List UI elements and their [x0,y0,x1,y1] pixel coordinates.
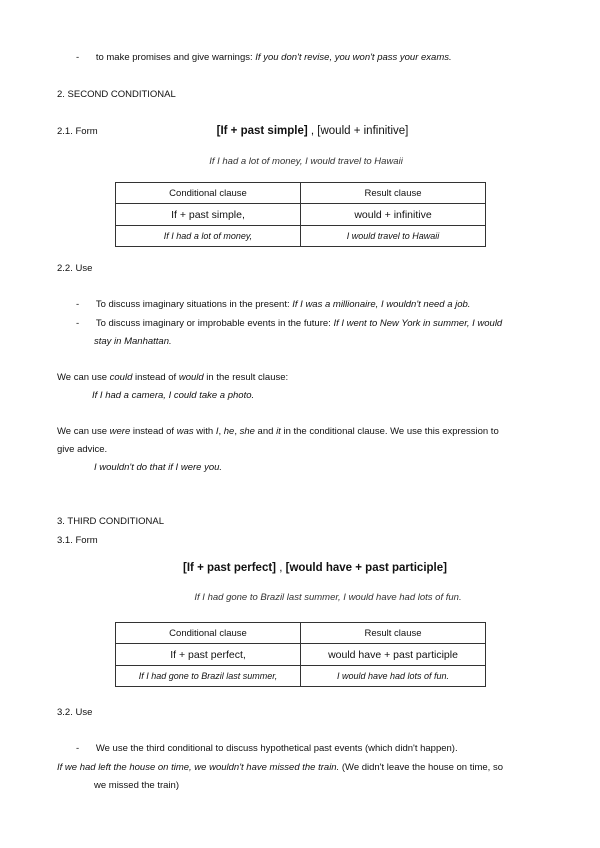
second-form-label: 2.1. Form [57,126,98,137]
table-row [116,226,486,247]
header-conditional-clause: Conditional clause [116,183,301,204]
table-row [116,644,486,666]
were-note [57,426,547,437]
final-note-text: (We didn't leave the house on time, so [339,762,503,773]
third-final-note-line2: we missed the train) [94,780,180,791]
bullet-example: If I was a millionaire, I wouldn't need a job. [292,299,471,310]
could-example: If I had a camera, I could take a photo. [92,390,255,401]
note-word-she: she [239,426,255,437]
note-word-it: it [276,426,281,437]
formula-result-part: [would have + past participle] [285,562,447,574]
formula-separator: , [276,562,286,574]
first-cond-bullet [76,52,576,63]
second-bullet-2-continuation: stay in Manhattan. [94,336,172,347]
note-text: and [254,426,277,437]
second-conditional-heading: 2. SECOND CONDITIONAL [57,89,176,100]
table-header-row [116,183,486,204]
note-word-was: was [176,426,194,437]
note-text: with [193,426,216,437]
note-word-could: could [109,372,133,383]
structure-result: would + infinitive [301,204,486,226]
bullet-dash: - [76,52,80,63]
formula-separator: , [307,125,318,137]
bullet-text: To discuss imaginary or improbable events in the future: [95,318,334,329]
formula-if-part: [If + past simple] [216,125,308,137]
third-final-example [57,762,557,773]
bullet-dash: - [76,299,80,310]
second-formula [0,125,600,137]
note-text: , [234,426,240,437]
third-conditional-table [115,622,486,687]
table-row [116,666,486,687]
third-formula [0,562,600,574]
header-result-clause: Result clause [301,183,486,204]
structure-result: would have + past participle [301,644,486,666]
bullet-example: If you don't revise, you won't pass your exams. [255,52,452,63]
second-use-label: 2.2. Use [57,263,93,274]
bullet-dash: - [76,318,80,329]
note-word-would: would [178,372,204,383]
note-text: instead of [132,372,179,383]
third-conditional-heading: 3. THIRD CONDITIONAL [57,516,164,527]
formula-result-part: [would + infinitive] [317,125,409,137]
note-text: instead of [130,426,177,437]
table-row [116,204,486,226]
example-conditional: If I had gone to Brazil last summer, [116,666,301,687]
structure-conditional: If + past perfect, [116,644,301,666]
bullet-dash: - [76,743,80,754]
final-example-text: If we had left the house on time, we wouldn't have missed the train. [57,762,340,773]
bullet-text: To discuss imaginary situations in the present: [95,299,293,310]
header-result-clause: Result clause [301,623,486,644]
second-conditional-table [115,182,486,247]
could-note [57,372,557,383]
note-text: We can use [57,372,110,383]
third-bullet [76,743,556,754]
example-conditional: If I had a lot of money, [116,226,301,247]
second-example: If I had a lot of money, I would travel to Hawaii [209,156,403,167]
were-note-line2: give advice. [57,444,108,455]
second-bullet-2 [76,318,566,329]
third-use-label: 3.2. Use [57,707,93,718]
note-text: , [218,426,224,437]
note-text: in the result clause: [203,372,289,383]
note-word-he: he [223,426,235,437]
header-conditional-clause: Conditional clause [116,623,301,644]
structure-conditional: If + past simple, [116,204,301,226]
table-header-row [116,623,486,644]
third-form-label: 3.1. Form [57,535,98,546]
formula-if-part: [If + past perfect] [183,562,277,574]
bullet-example: If I went to New York in summer, I would [333,318,503,329]
example-result: I would have had lots of fun. [301,666,486,687]
second-bullet-1 [76,299,556,310]
were-example: I wouldn't do that if I were you. [94,462,223,473]
third-example: If I had gone to Brazil last summer, I would have had lots of fun. [194,592,462,603]
note-word-i: I [215,426,219,437]
bullet-text: We use the third conditional to discuss hypothetical past events (which didn't happen). [95,743,458,754]
note-word-were: were [109,426,131,437]
note-text: in the conditional clause. We use this expression to [280,426,499,437]
bullet-text: to make promises and give warnings: [95,52,256,63]
example-result: I would travel to Hawaii [301,226,486,247]
note-text: We can use [57,426,110,437]
